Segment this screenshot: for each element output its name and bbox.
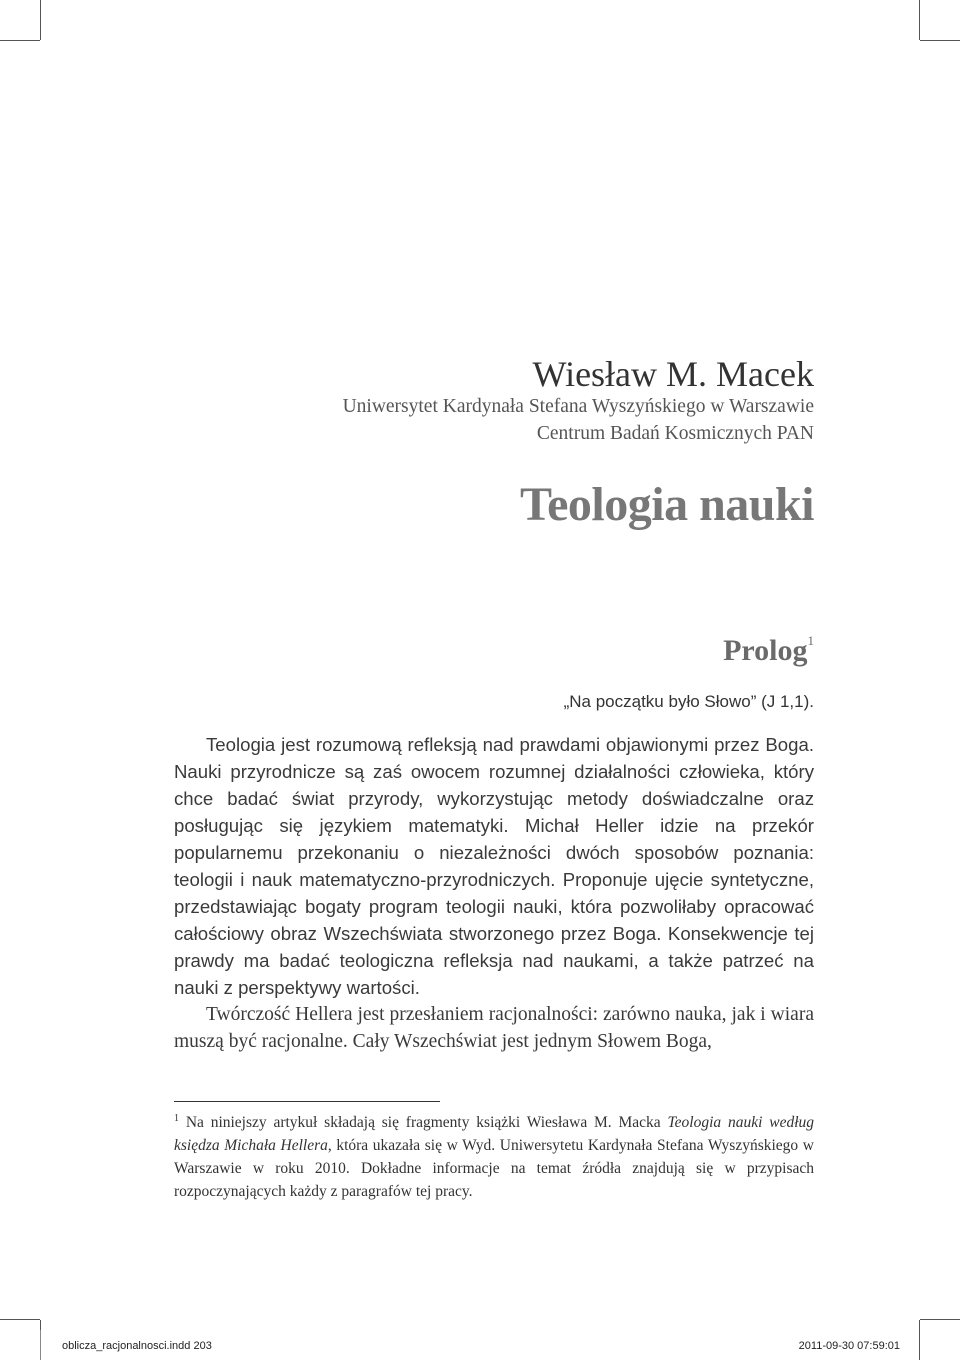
slug-filename: oblicza_racjonalnosci.indd 203: [62, 1340, 212, 1352]
crop-mark: [919, 0, 920, 40]
body-text: [174, 731, 814, 1055]
slug-timestamp: 2011-09-30 07:59:01: [798, 1340, 900, 1352]
body-paragraph: Twórczość Hellera jest przesłaniem racjonalności: zarówno nauka, jak i wiara muszą być racjonalne. Cały Wszechświat jest jednym Słowem Boga,: [174, 1004, 814, 1052]
crop-mark: [0, 40, 40, 41]
crop-mark: [920, 40, 960, 41]
slug-divider: [40, 1330, 41, 1360]
crop-mark: [0, 1319, 40, 1320]
author-affiliation-1: Uniwersytet Kardynała Stefana Wyszyńskiego w Warszawie: [342, 396, 814, 417]
section-heading-text: Prolog: [723, 634, 808, 667]
article-title: Teologia nauki: [519, 478, 814, 531]
body-paragraph: Teologia jest rozumową refleksją nad prawdami objawionymi przez Boga. Nauki przyrodnicze są zaś owocem rozumnej działalności człowieka, który chce badać świat przyrody, wykorzystując metody doświadczalne oraz posługując się językiem matematyki. Michał Heller idzie na przekór popularnemu przekonaniu o niezależności dwóch sposobów poznania: teologii i nauk matematyczno-przyrodniczych. Proponuje ujęcie syntetyczne, przedstawiając bogaty program teologii nauki, która pozwoliłaby opracować całościowy obraz Wszechświata stworzonego przez Boga. Konsekwencje tej prawdy ma badać teologiczna refleksja nad naukami, a także patrzeć na nauki z perspektywy wartości.: [174, 734, 814, 998]
crop-mark: [920, 1319, 960, 1320]
footnote-mark: 1: [174, 1113, 179, 1124]
footnote-rule: [174, 1101, 440, 1102]
section-heading: [723, 634, 814, 668]
crop-mark: [40, 0, 41, 40]
footnote-text: , która ukazała się w Wyd. Uniwersytetu Kardynała Stefana Wyszyńskiego w Warszawie w roku 2010. Dokładne informacje na temat źródła znajdują się w przypisach rozpoczynających każdy z paragrafów tej pracy.: [174, 1137, 814, 1201]
footnote-text: Na niniejszy artykuł składają się fragmenty książki Wiesława M. Macka: [185, 1114, 668, 1132]
crop-mark: [919, 1320, 920, 1360]
author-name: Wiesław M. Macek: [532, 354, 814, 394]
author-affiliation-2: Centrum Badań Kosmicznych PAN: [536, 423, 814, 444]
footnote: [174, 1107, 814, 1203]
footnote-reference: 1: [807, 633, 814, 648]
footnote-book-title: Teologia nauki według księdza Michała Hellera: [174, 1114, 815, 1155]
epigraph: „Na początku było Słowo” (J 1,1).: [563, 692, 814, 711]
